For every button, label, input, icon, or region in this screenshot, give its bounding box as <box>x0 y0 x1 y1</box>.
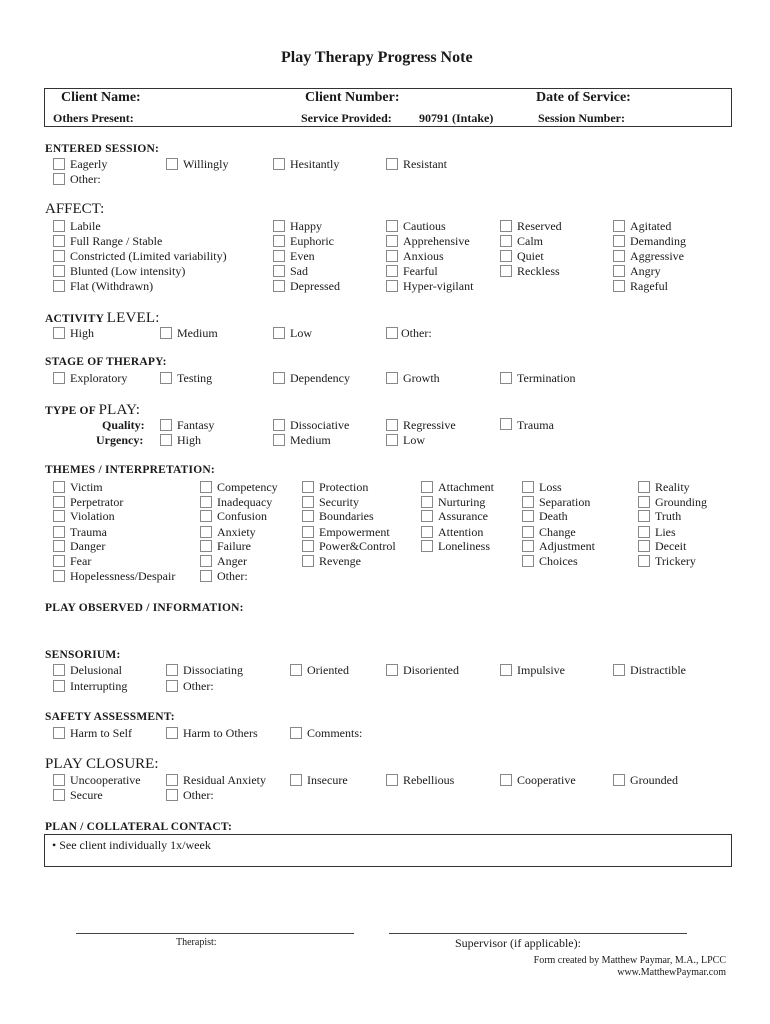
option-label: Oriented <box>307 663 349 677</box>
heading-small: ACTIVITY <box>45 313 104 325</box>
option-label: Trauma <box>517 418 554 432</box>
option-label: Boundaries <box>319 509 374 523</box>
affect-heading: AFFECT: <box>45 201 105 217</box>
checkbox-interrupting[interactable] <box>53 680 65 692</box>
option-label: Agitated <box>630 219 672 233</box>
page-title: Play Therapy Progress Note <box>281 49 473 66</box>
plan-text: • See client individually 1x/week <box>52 838 211 852</box>
checkbox-theme[interactable] <box>200 510 212 522</box>
option-label: High <box>70 326 94 340</box>
checkbox-hesitantly[interactable] <box>273 158 285 170</box>
option-label: Hyper-vigilant <box>403 279 474 293</box>
checkbox-theme[interactable] <box>200 570 212 582</box>
checkbox-theme[interactable] <box>53 540 65 552</box>
checkbox-low[interactable] <box>273 327 285 339</box>
option-label: Dependency <box>290 371 350 385</box>
option-label: Calm <box>517 234 543 248</box>
footer-website: www.MatthewPaymar.com <box>617 967 726 978</box>
checkbox-theme[interactable] <box>302 540 314 552</box>
option-label: Hopelessness/Despair <box>70 569 176 583</box>
checkbox-cautious[interactable] <box>386 220 398 232</box>
option-label: Reserved <box>517 219 562 233</box>
checkbox-distractible[interactable] <box>613 664 625 676</box>
checkbox-theme[interactable] <box>302 481 314 493</box>
option-label: Blunted (Low intensity) <box>70 264 186 278</box>
option-label: Empowerment <box>319 525 390 539</box>
checkbox-labile[interactable] <box>53 220 65 232</box>
supervisor-signature-line[interactable] <box>389 933 687 934</box>
checkbox-reckless[interactable] <box>500 265 512 277</box>
option-label: Assurance <box>438 509 488 523</box>
option-label: Euphoric <box>290 234 334 248</box>
checkbox-dependency[interactable] <box>273 372 285 384</box>
option-label: Termination <box>517 371 576 385</box>
option-label: Attachment <box>438 480 494 494</box>
checkbox-cooperative[interactable] <box>500 774 512 786</box>
plan-heading: PLAN / COLLATERAL CONTACT: <box>45 821 232 833</box>
option-label: Medium <box>177 326 218 340</box>
checkbox-theme[interactable] <box>421 540 433 552</box>
checkbox-insecure[interactable] <box>290 774 302 786</box>
option-label: Rebellious <box>403 773 455 787</box>
client-number-label: Client Number: <box>305 90 400 105</box>
option-label: Full Range / Stable <box>70 234 163 248</box>
option-label: Trauma <box>70 525 107 539</box>
checkbox-harm-to-self[interactable] <box>53 727 65 739</box>
checkbox-medium[interactable] <box>273 434 285 446</box>
option-label: Sad <box>290 264 308 278</box>
option-label: Exploratory <box>70 371 128 385</box>
checkbox-disoriented[interactable] <box>386 664 398 676</box>
checkbox-constricted[interactable] <box>53 250 65 262</box>
checkbox-low[interactable] <box>386 434 398 446</box>
entered-session-heading: ENTERED SESSION: <box>45 143 160 155</box>
checkbox-uncooperative[interactable] <box>53 774 65 786</box>
option-label: Even <box>290 249 315 263</box>
checkbox-resistant[interactable] <box>386 158 398 170</box>
urgency-label: Urgency: <box>96 433 144 447</box>
option-label: Change <box>539 525 576 539</box>
option-label: Disoriented <box>403 663 459 677</box>
sensorium-heading: SENSORIUM: <box>45 649 121 661</box>
checkbox-oriented[interactable] <box>290 664 302 676</box>
heading-small: TYPE OF <box>45 405 96 417</box>
option-label: Choices <box>539 554 578 568</box>
option-label: Angry <box>630 264 661 278</box>
option-label: Hesitantly <box>290 157 340 171</box>
option-label: Depressed <box>290 279 340 293</box>
option-label: Dissociating <box>183 663 243 677</box>
checkbox-fantasy[interactable] <box>160 419 172 431</box>
option-label: Protection <box>319 480 369 494</box>
checkbox-eagerly[interactable] <box>53 158 65 170</box>
checkbox-impulsive[interactable] <box>500 664 512 676</box>
option-label: Revenge <box>319 554 361 568</box>
checkbox-delusional[interactable] <box>53 664 65 676</box>
footer-credit: Form created by Matthew Paymar, M.A., LPCC <box>533 955 726 966</box>
checkbox-theme[interactable] <box>638 540 650 552</box>
option-label: Testing <box>177 371 213 385</box>
checkbox-theme[interactable] <box>302 496 314 508</box>
option-label: Other: <box>70 172 101 186</box>
checkbox-happy[interactable] <box>273 220 285 232</box>
checkbox-harm-to-others[interactable] <box>166 727 178 739</box>
option-label: Failure <box>217 539 251 553</box>
play-observed-heading: PLAY OBSERVED / INFORMATION: <box>45 602 244 614</box>
option-label: Attention <box>438 525 484 539</box>
checkbox-testing[interactable] <box>160 372 172 384</box>
option-label: Security <box>319 495 359 509</box>
checkbox-high[interactable] <box>160 434 172 446</box>
option-label: Danger <box>70 539 106 553</box>
checkbox-theme[interactable] <box>638 555 650 567</box>
option-label: Secure <box>70 788 103 802</box>
option-label: Nurturing <box>438 495 486 509</box>
checkbox-theme[interactable] <box>53 510 65 522</box>
themes-heading: THEMES / INTERPRETATION: <box>45 464 215 476</box>
checkbox-regressive[interactable] <box>386 419 398 431</box>
checkbox-sad[interactable] <box>273 265 285 277</box>
option-label: Reality <box>655 480 690 494</box>
checkbox-exploratory[interactable] <box>53 372 65 384</box>
checkbox-full-range[interactable] <box>53 235 65 247</box>
service-provided-label: Service Provided: <box>301 111 392 125</box>
option-label: Dissociative <box>290 418 350 432</box>
option-label: Deceit <box>655 539 687 553</box>
checkbox-theme[interactable] <box>302 526 314 538</box>
checkbox-calm[interactable] <box>500 235 512 247</box>
checkbox-high[interactable] <box>53 327 65 339</box>
checkbox-angry[interactable] <box>613 265 625 277</box>
option-label: Loneliness <box>438 539 490 553</box>
play-closure-heading: PLAY CLOSURE: <box>45 756 159 772</box>
checkbox-willingly[interactable] <box>166 158 178 170</box>
checkbox-theme[interactable] <box>53 570 65 582</box>
option-label: Low <box>403 433 425 447</box>
option-label: Demanding <box>630 234 686 248</box>
option-label: Victim <box>70 480 103 494</box>
checkbox-depressed[interactable] <box>273 280 285 292</box>
option-label: Confusion <box>217 509 268 523</box>
checkbox-theme[interactable] <box>638 481 650 493</box>
checkbox-theme[interactable] <box>522 555 534 567</box>
checkbox-anxious[interactable] <box>386 250 398 262</box>
checkbox-theme[interactable] <box>302 510 314 522</box>
option-label: Apprehensive <box>403 234 470 248</box>
checkbox-grounded[interactable] <box>613 774 625 786</box>
option-label: Comments: <box>307 726 363 740</box>
option-label: Other: <box>183 788 214 802</box>
checkbox-theme[interactable] <box>638 496 650 508</box>
heading-big: PLAY: <box>98 402 141 418</box>
option-label: Aggressive <box>630 249 684 263</box>
checkbox-other[interactable] <box>386 327 398 339</box>
option-label: Cautious <box>403 219 446 233</box>
checkbox-hyper-vigilant[interactable] <box>386 280 398 292</box>
checkbox-theme[interactable] <box>638 510 650 522</box>
checkbox-dissociative[interactable] <box>273 419 285 431</box>
checkbox-blunted[interactable] <box>53 265 65 277</box>
option-label: Medium <box>290 433 331 447</box>
option-label: Regressive <box>403 418 456 432</box>
checkbox-rebellious[interactable] <box>386 774 398 786</box>
option-label: Cooperative <box>517 773 576 787</box>
option-label: Trickery <box>655 554 696 568</box>
checkbox-growth[interactable] <box>386 372 398 384</box>
checkbox-fearful[interactable] <box>386 265 398 277</box>
option-label: Residual Anxiety <box>183 773 266 787</box>
checkbox-theme[interactable] <box>522 510 534 522</box>
checkbox-medium[interactable] <box>160 327 172 339</box>
checkbox-dissociating[interactable] <box>166 664 178 676</box>
checkbox-theme[interactable] <box>638 526 650 538</box>
checkbox-flat[interactable] <box>53 280 65 292</box>
checkbox-other[interactable] <box>166 680 178 692</box>
option-label: Fear <box>70 554 92 568</box>
option-label: Other: <box>401 326 432 340</box>
option-label: Inadequacy <box>217 495 273 509</box>
option-label: Fearful <box>403 264 438 278</box>
option-label: Reckless <box>517 264 560 278</box>
option-label: Interrupting <box>70 679 128 693</box>
quality-label: Quality: <box>102 418 145 432</box>
supervisor-label: Supervisor (if applicable): <box>455 936 581 950</box>
option-label: Harm to Self <box>70 726 132 740</box>
checkbox-quiet[interactable] <box>500 250 512 262</box>
option-label: Anger <box>217 554 247 568</box>
option-label: Death <box>539 509 568 523</box>
checkbox-demanding[interactable] <box>613 235 625 247</box>
checkbox-rageful[interactable] <box>613 280 625 292</box>
therapist-label: Therapist: <box>176 937 217 948</box>
option-label: Other: <box>217 569 248 583</box>
option-label: Labile <box>70 219 101 233</box>
checkbox-other[interactable] <box>53 173 65 185</box>
option-label: Constricted (Limited variability) <box>70 249 227 263</box>
option-label: Fantasy <box>177 418 215 432</box>
checkbox-theme[interactable] <box>522 540 534 552</box>
option-label: Anxious <box>403 249 444 263</box>
option-label: Grounding <box>655 495 707 509</box>
option-label: Rageful <box>630 279 668 293</box>
date-of-service-label: Date of Service: <box>536 90 631 105</box>
checkbox-theme[interactable] <box>200 526 212 538</box>
heading-big: LEVEL: <box>106 310 160 326</box>
option-label: Distractible <box>630 663 686 677</box>
checkbox-theme[interactable] <box>421 526 433 538</box>
checkbox-theme[interactable] <box>522 481 534 493</box>
checkbox-even[interactable] <box>273 250 285 262</box>
checkbox-theme[interactable] <box>421 510 433 522</box>
option-label: Growth <box>403 371 440 385</box>
option-label: Insecure <box>307 773 348 787</box>
activity-level-heading <box>45 310 160 327</box>
checkbox-aggressive[interactable] <box>613 250 625 262</box>
checkbox-theme[interactable] <box>200 540 212 552</box>
checkbox-comments[interactable] <box>290 727 302 739</box>
option-label: Truth <box>655 509 682 523</box>
checkbox-theme[interactable] <box>421 496 433 508</box>
option-label: Violation <box>70 509 115 523</box>
service-code: 90791 (Intake) <box>419 111 494 125</box>
option-label: Uncooperative <box>70 773 141 787</box>
checkbox-apprehensive[interactable] <box>386 235 398 247</box>
client-name-label: Client Name: <box>61 90 141 105</box>
checkbox-theme[interactable] <box>200 555 212 567</box>
checkbox-theme[interactable] <box>302 555 314 567</box>
checkbox-theme[interactable] <box>200 496 212 508</box>
checkbox-termination[interactable] <box>500 372 512 384</box>
option-label: Happy <box>290 219 322 233</box>
checkbox-theme[interactable] <box>53 496 65 508</box>
option-label: Willingly <box>183 157 229 171</box>
option-label: Separation <box>539 495 591 509</box>
checkbox-theme[interactable] <box>200 481 212 493</box>
option-label: Competency <box>217 480 278 494</box>
option-label: Quiet <box>517 249 544 263</box>
checkbox-other[interactable] <box>166 789 178 801</box>
option-label: High <box>177 433 201 447</box>
checkbox-euphoric[interactable] <box>273 235 285 247</box>
option-label: Harm to Others <box>183 726 258 740</box>
checkbox-theme[interactable] <box>53 555 65 567</box>
option-label: Perpetrator <box>70 495 124 509</box>
option-label: Anxiety <box>217 525 256 539</box>
option-label: Eagerly <box>70 157 108 171</box>
option-label: Other: <box>183 679 214 693</box>
checkbox-reserved[interactable] <box>500 220 512 232</box>
option-label: Adjustment <box>539 539 595 553</box>
type-of-play-heading <box>45 402 140 419</box>
option-label: Delusional <box>70 663 122 677</box>
option-label: Flat (Withdrawn) <box>70 279 154 293</box>
checkbox-theme[interactable] <box>53 526 65 538</box>
checkbox-theme[interactable] <box>522 496 534 508</box>
option-label: Power&Control <box>319 539 396 553</box>
checkbox-theme[interactable] <box>522 526 534 538</box>
option-label: Grounded <box>630 773 678 787</box>
checkbox-theme[interactable] <box>421 481 433 493</box>
option-label: Impulsive <box>517 663 565 677</box>
checkbox-trauma[interactable] <box>500 418 512 430</box>
therapist-signature-line[interactable] <box>76 933 354 934</box>
others-present-label: Others Present: <box>53 111 134 125</box>
option-label: Loss <box>539 480 562 494</box>
session-number-label: Session Number: <box>538 111 626 125</box>
option-label: Lies <box>655 525 676 539</box>
option-label: Low <box>290 326 312 340</box>
checkbox-secure[interactable] <box>53 789 65 801</box>
option-label: Resistant <box>403 157 447 171</box>
checkbox-residual-anxiety[interactable] <box>166 774 178 786</box>
stage-of-therapy-heading: STAGE OF THERAPY: <box>45 356 167 368</box>
safety-assessment-heading: SAFETY ASSESSMENT: <box>45 711 175 723</box>
checkbox-agitated[interactable] <box>613 220 625 232</box>
checkbox-theme[interactable] <box>53 481 65 493</box>
